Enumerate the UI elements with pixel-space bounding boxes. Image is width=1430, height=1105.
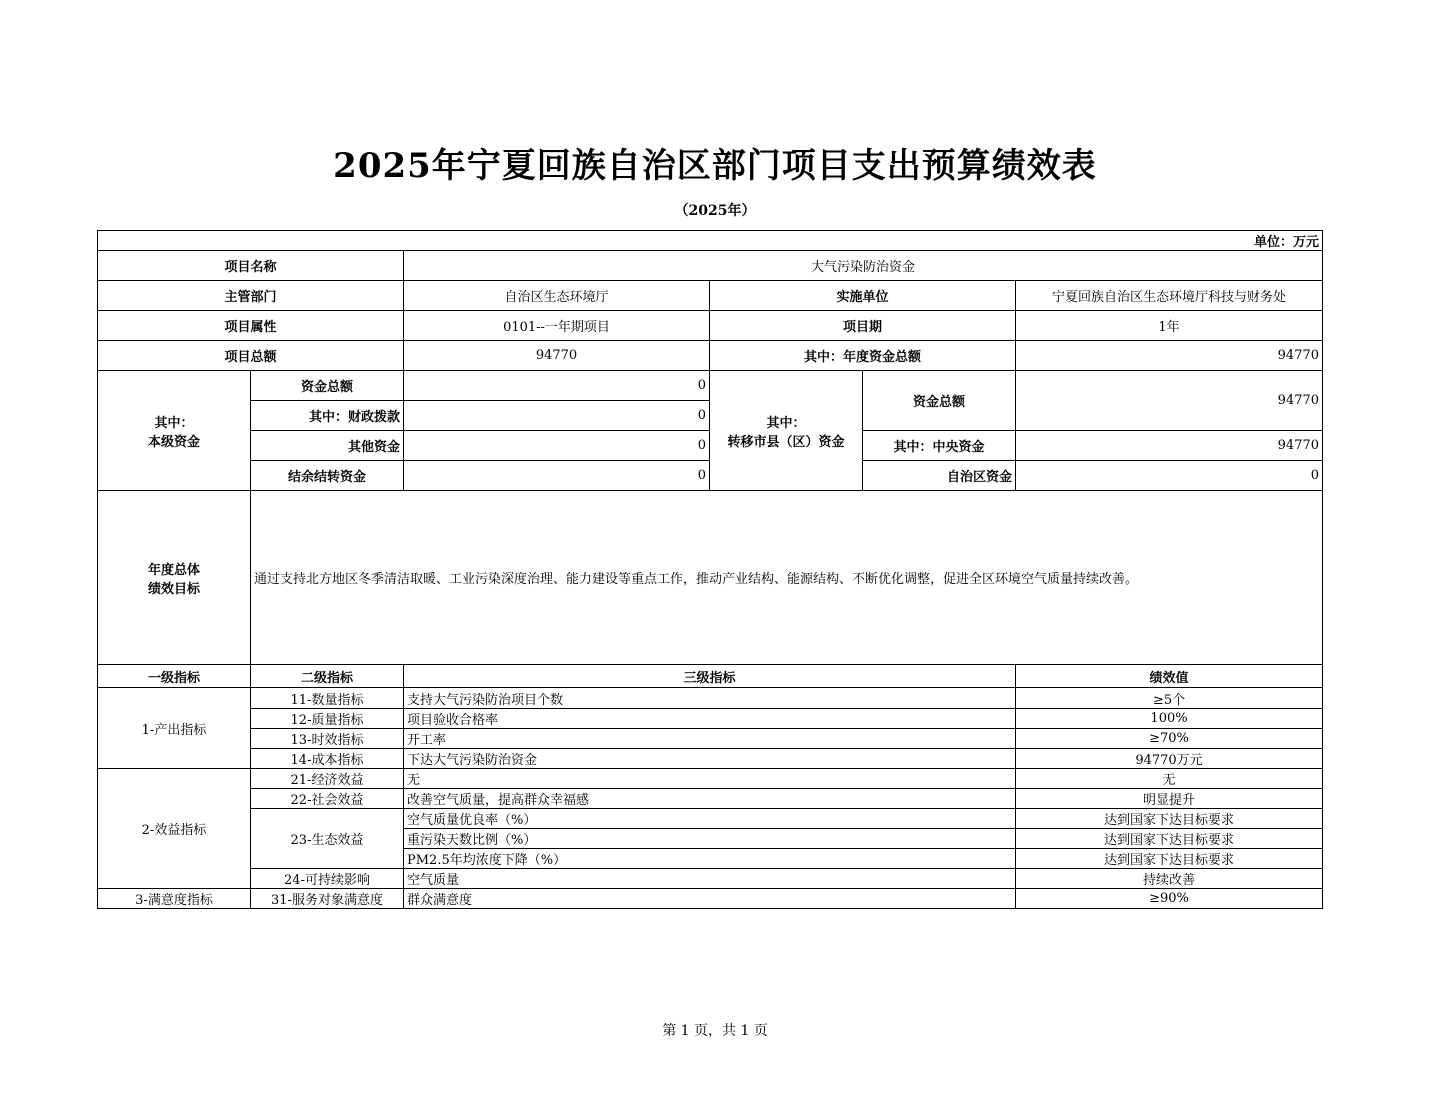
level2-cell: 13-时效指标 — [251, 729, 404, 749]
carryover-label: 结余结转资金 — [251, 461, 404, 491]
implementer-label: 实施单位 — [710, 281, 1016, 311]
period-label: 项目期 — [710, 311, 1016, 341]
central-funds-label: 其中：中央资金 — [863, 431, 1016, 461]
value-cell: 明显提升 — [1016, 789, 1323, 809]
level3-header: 三级指标 — [404, 665, 1016, 688]
central-funds-value: 94770 — [1016, 431, 1323, 461]
period-value: 1年 — [1016, 311, 1323, 341]
level2-cell: 12-质量指标 — [251, 709, 404, 729]
attribute-value: 0101--一年期项目 — [404, 311, 710, 341]
value-cell: 持续改善 — [1016, 869, 1323, 889]
performance-table — [97, 230, 1323, 909]
level3-cell: 群众满意度 — [404, 889, 1016, 909]
table-row — [98, 869, 1323, 889]
other-funds-label: 其他资金 — [251, 431, 404, 461]
total-label: 项目总额 — [98, 341, 404, 371]
annual-total-value: 94770 — [1016, 341, 1323, 371]
value-cell: ≥90% — [1016, 889, 1323, 909]
level2-cell: 21-经济效益 — [251, 769, 404, 789]
page-footer: 第 1 页，共 1 页 — [662, 1023, 768, 1039]
table-row — [98, 769, 1323, 789]
fiscal-value: 0 — [404, 401, 710, 431]
table-row — [98, 709, 1323, 729]
other-funds-value: 0 — [404, 431, 710, 461]
page-title: 2025年宁夏回族自治区部门项目支出预算绩效表 — [333, 146, 1097, 186]
goal-text: 通过支持北方地区冬季清洁取暖、工业污染深度治理、能力建设等重点工作，推动产业结构、能源结构、不断优化调整，促进全区环境空气质量持续改善。 — [251, 491, 1323, 665]
value-header: 绩效值 — [1016, 665, 1323, 688]
table-row — [98, 729, 1323, 749]
value-cell: 无 — [1016, 769, 1323, 789]
value-cell: 达到国家下达目标要求 — [1016, 829, 1323, 849]
project-name-label: 项目名称 — [98, 251, 404, 281]
annual-total-label: 其中：年度资金总额 — [710, 341, 1016, 371]
region-funds-value: 0 — [1016, 461, 1323, 491]
level2-cell: 24-可持续影响 — [251, 869, 404, 889]
table-row — [98, 749, 1323, 769]
level2-header: 二级指标 — [251, 665, 404, 688]
carryover-value: 0 — [404, 461, 710, 491]
fund-total-value: 0 — [404, 371, 710, 401]
region-funds-label: 自治区资金 — [863, 461, 1016, 491]
attribute-label: 项目属性 — [98, 311, 404, 341]
level2-cell: 14-成本指标 — [251, 749, 404, 769]
level2-cell: 11-数量指标 — [251, 688, 404, 709]
department-label: 主管部门 — [98, 281, 404, 311]
level2-cell: 31-服务对象满意度 — [251, 889, 404, 909]
level1-output: 1-产出指标 — [98, 688, 251, 769]
level3-cell: 空气质量优良率（%） — [404, 809, 1016, 829]
level3-cell: 开工率 — [404, 729, 1016, 749]
level1-header: 一级指标 — [98, 665, 251, 688]
level3-cell: 无 — [404, 769, 1016, 789]
fiscal-label: 其中：财政拨款 — [251, 401, 404, 431]
value-cell: 达到国家下达目标要求 — [1016, 849, 1323, 869]
value-cell: 100% — [1016, 709, 1323, 729]
level3-cell: 下达大气污染防治资金 — [404, 749, 1016, 769]
value-cell: 94770万元 — [1016, 749, 1323, 769]
level3-cell: 改善空气质量，提高群众幸福感 — [404, 789, 1016, 809]
department-value: 自治区生态环境厅 — [404, 281, 710, 311]
fund-total-label: 资金总额 — [251, 371, 404, 401]
transfer-funds-label: 其中： 转移市县（区）资金 — [710, 371, 863, 491]
table-row — [98, 688, 1323, 709]
unit-label: 单位：万元 — [98, 231, 1323, 251]
transfer-total-label: 资金总额 — [863, 371, 1016, 431]
level3-cell: PM2.5年均浓度下降（%） — [404, 849, 1016, 869]
level1-benefit: 2-效益指标 — [98, 769, 251, 889]
level3-cell: 重污染天数比例（%） — [404, 829, 1016, 849]
table-row — [98, 809, 1323, 829]
value-cell: ≥5个 — [1016, 688, 1323, 709]
level3-cell: 空气质量 — [404, 869, 1016, 889]
level2-cell: 22-社会效益 — [251, 789, 404, 809]
project-name-value: 大气污染防治资金 — [404, 251, 1323, 281]
total-value: 94770 — [404, 341, 710, 371]
local-funds-label: 其中： 本级资金 — [98, 371, 251, 491]
level2-cell: 23-生态效益 — [251, 809, 404, 869]
goal-label: 年度总体 绩效目标 — [98, 491, 251, 665]
table-row — [98, 889, 1323, 909]
value-cell: 达到国家下达目标要求 — [1016, 809, 1323, 829]
implementer-value: 宁夏回族自治区生态环境厅科技与财务处 — [1016, 281, 1323, 311]
table-row — [98, 789, 1323, 809]
page-subtitle: （2025年） — [674, 203, 756, 219]
value-cell: ≥70% — [1016, 729, 1323, 749]
level3-cell: 支持大气污染防治项目个数 — [404, 688, 1016, 709]
level3-cell: 项目验收合格率 — [404, 709, 1016, 729]
transfer-total-value: 94770 — [1016, 371, 1323, 431]
level1-satisfaction: 3-满意度指标 — [98, 889, 251, 909]
